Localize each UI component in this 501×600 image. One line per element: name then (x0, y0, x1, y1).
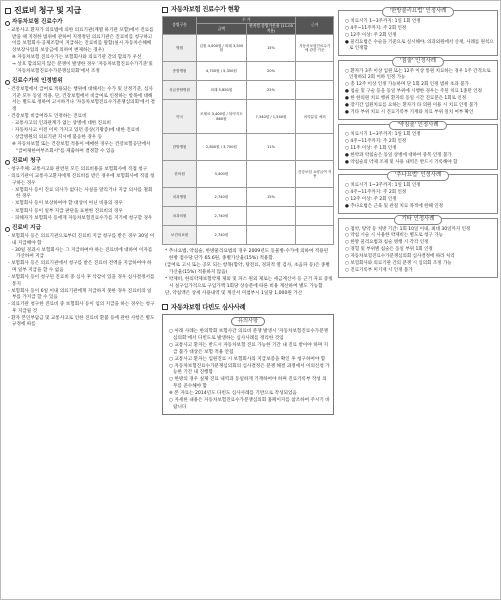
right-column (338, 10, 498, 282)
list-item: · 교통사고의 인과관계가 없는 상병에 대한 진료비 (12, 120, 111, 126)
list-item: · 보험회사 등이 일부 지급 판단을 표현한 진료비의 경우 (12, 208, 123, 214)
case-notice-label: 유의사항 (166, 317, 330, 326)
criteria-item: ○ 자동차보험진료수가분쟁심의회 심사결정에 따라 처리 (345, 254, 455, 260)
criteria-box (338, 174, 498, 214)
table-cell-amount: 4,700원 / 5,350원 (197, 62, 246, 81)
criteria-item: ● 물리요법은 수술을 기준으로 실시해야, 의과외원에서 산재, 사례를 원칙으로 인정함 (345, 39, 494, 51)
square-bullet-icon (162, 7, 168, 13)
subsection-heading-text: 진료비 지급 (12, 225, 41, 232)
th-fee: 수 가 (197, 17, 296, 24)
criteria-item: ○ 11주 이상: 주 1회 인정 (345, 146, 397, 152)
table-cell-hosp: 15% (246, 188, 296, 207)
table-cell-note (296, 207, 334, 226)
table-cell-amount: 조제료 3,400원 / 복약지도 860원 (197, 100, 246, 134)
section-title-text: 진료비 청구 및 지급 (14, 6, 81, 15)
table-cell-amount: 3,400원 (197, 161, 246, 188)
table-cell-amount: 2,740원 (197, 188, 246, 207)
criteria-item: ● 장기간 입원치료를 요하는 환자가 타 의원 이용 시 치료 인정 불가 (345, 102, 478, 108)
criteria-item: ○ 4주~11주까지: 주 2회 인정 (345, 139, 407, 145)
list-item: - 환자 본인부담금 및 교통사고로 인한 진료비 환불 등에 관한 사항은 별도 규정에 따름 (8, 315, 155, 328)
table-cell-hosp: 7,340원 / 1,540원 (246, 100, 296, 134)
criteria-item: ○ 보험회사와 의료기관 간의 분쟁 시 심의회 조정 가능 (345, 261, 452, 267)
list-item: - 의료기관 청구한 진료비 중 보험회사 등이 임의 지급을 하는 경우는 청구 후 지급될 것 (8, 302, 155, 314)
table-row (163, 188, 334, 207)
table-cell-cat: 한방병원 (163, 134, 197, 161)
circle-bullet-icon (5, 21, 10, 26)
list-item: - 보험회사 등은 의료기관으로부터 진료비 지급 청구를 받은 경우 30일 이내 지급해야 함 (8, 234, 155, 246)
fee-rows (163, 35, 334, 245)
criteria-item: ● 추나요법은 근육 및 관절 치료 목적에 한해 인정 (345, 203, 443, 209)
table-row (163, 81, 334, 100)
table-row (163, 35, 334, 62)
criteria-box-label-text: '한방물리요법' 인정사례 (382, 7, 455, 17)
criteria-item: ○ 총 12주 이상 인정 가능하며 단 1회 2회 인정 범위 초과 불가 (345, 81, 469, 87)
list-item: · 자동차사고 이전 이미 가지고 있던 증상(기왕증)에 대한 진료비 (12, 127, 140, 133)
list-item: · 상급병원의 의료기관 지시에 불응한 경우 등 (12, 135, 103, 141)
list-item: - 보험회사 등이 청구된 진료비 중 심사 후 삭감이 있을 경우 심사결정서를 통지 (8, 275, 155, 287)
list-item: → 상호 합의되지 않은 분쟁이 발생한 경우 '자동차보험진료수가기준'및 '자동차보험진료수가분쟁심의회'에서 조정 (12, 62, 153, 74)
fee-table (162, 16, 334, 245)
table-cell-cat: 한의원 (163, 161, 197, 188)
middle-column (162, 4, 334, 415)
th-note: 근거 (296, 17, 334, 35)
notice-item: ○ 교통사고 환자는 반드시 자동차보험 진료 가능한 기간 내 진료 받아야 하며 지급 불가 대상은 보험 적용 안됨 (169, 343, 329, 355)
list-item: · 보험회사 등이 진료 의사가 없다는 사실을 알리거나 지급 의사를 철회한 경우 (12, 187, 153, 200)
table-cell-hosp (246, 207, 296, 226)
criteria-box-label-text: '침술' 인정사례 (392, 57, 444, 67)
criteria-box-label (342, 171, 494, 181)
note-item: (급여로 고시 또는 공모 되는 항목(함약, 탕전료, 경피적 열 검사, 초음파 등)은 종별가산율(15%) 적용하지 않음) (165, 263, 330, 275)
table-cell-note: 의약분업 예외 (296, 100, 334, 134)
table-cell-note (296, 226, 334, 245)
criteria-item: ○ 약침 시술 시 사용한 약제비는 별도로 청구 가능 (345, 233, 443, 239)
criteria-box (338, 215, 498, 278)
table-cell-amount: 2,740원 (197, 226, 246, 245)
list-item: ※ 자동차보험 진료수가는 보험회사와 의료기관 간의 합의가 우선 (12, 54, 142, 60)
criteria-item: ● 기타 부위 치료 시 진료기록부 기재와 치료 부위 일치 여부 확인 (345, 109, 474, 115)
left-sections (5, 19, 155, 329)
table-cell-cat: 치과의원 (163, 207, 197, 226)
list-item: - 보험회사 등은 의료기관에서 청구를 받은 진료비 전액을 지급하여야 하며 일부 지급을 할 수 없음 (8, 261, 152, 273)
criteria-item: ○ 치료시기 1~3주까지: 1일 1회 인정 (345, 182, 421, 188)
left-column (5, 4, 155, 330)
list-item: - 건강보험에서 급여로 적용되는 행위에 대해서는 수가 및 산정기준, 심사기준 모두 동일 적용. 단, 건강보험에서 비급여로 인정하는 항목에 대해서는 별도로 정하여 고시하거나 '자동차보험진료수가분쟁심의회'에서 결정 (8, 87, 155, 112)
table-cell-note (296, 188, 334, 207)
criteria-box-label (342, 57, 494, 67)
subsection-heading (5, 158, 155, 166)
table-cell-note (296, 81, 334, 100)
table-row (163, 161, 334, 188)
list-item: · 보험회사 등이 보상하여야 할 대상이 아닌 비용의 경우 (12, 201, 123, 207)
criteria-box (338, 10, 498, 56)
table-cell-cat: 보건의료원 (163, 226, 197, 245)
criteria-item: ○ 12주 이상: 주 2회 인정 (345, 32, 397, 38)
criteria-box-label-text: 기타 인정사례 (394, 215, 443, 225)
subsection-heading (5, 225, 155, 233)
table-cell-amount: 2,800원 / 3,700원 (197, 134, 246, 161)
table-cell-hosp: 15% (246, 35, 296, 62)
criteria-item: ○ 12주 이상: 주 2회 인정 (345, 196, 397, 202)
table-cell-amount: 2,740원 (197, 207, 246, 226)
subsection-heading (5, 19, 155, 27)
note-item: * 약제비, 한의약제보험약제 제외 및 파스 원외 제로는 세금계산서 등 근거 자료 증빙시 실구입가격으로 구입가액 1회당 상승분에 따른 비용 계산하여 별도 가능함 (165, 277, 333, 289)
criteria-box (338, 121, 498, 171)
table-cell-cat: 상급종합병원 (163, 81, 197, 100)
table-cell-hosp (246, 226, 296, 245)
table-row (163, 62, 334, 81)
table-title-text: 자동차보험 진료수가 현황 (171, 5, 240, 13)
subsection-heading (5, 78, 155, 86)
table-cell-hosp (246, 161, 296, 188)
table-cell-hosp: 25% (246, 81, 296, 100)
subsection-heading-text: 진료수가의 인정범위 (12, 78, 63, 85)
criteria-box-label-text: '추나요법' 인정사례 (387, 171, 449, 181)
list-item: - 보험회사 등이 6일 이내 의료기관에게 지급하지 못한 경우 진료비의 일부를 가지급 할 수 있음 (8, 288, 152, 301)
criteria-box (338, 57, 498, 120)
case-title-text: 자동차보험 다빈도 심사사례 (171, 302, 246, 311)
table-title (162, 5, 334, 14)
list-item: - 청구주체: 교통사고와 관련된 모든 의료비용을 보험회사에 직접 청구 (8, 167, 148, 173)
criteria-item: ● 침술 및 구술 등을 동일 부위에 시행한 경우는 주된 치료 1종만 인정 (345, 88, 482, 94)
circle-bullet-icon (5, 80, 10, 85)
list-item: - 건강보험 비급여라도 인정하는 진료비 (8, 113, 87, 119)
note-item: * 추나요법, 약침술, 한방물리요법의 경우 2009년도 동물병·수가에 의하여 적용된 한방 점수당 단가 65.6원, 종별가산율(15%) 적용함. (165, 249, 329, 261)
table-cell-note (296, 134, 334, 161)
list-item: · 30일 경과시 보험회사는 그 지급하여야 하는 진료비에 대하여 이자를 가산하여 지급 (12, 247, 153, 260)
criteria-item: ● 한약과 약침술은 동일 상병에 대하여 중복 인정 불가 (345, 153, 452, 159)
criteria-item: ○ 환자가 3주 이상 입원 또는 12주 이상 통원 치료하는 경우 1주 간격으로 인정하되 2회 이하 인정 가능 (345, 68, 491, 80)
circle-bullet-icon (5, 227, 10, 232)
table-cell-amount: 입원 4,000원 / 외래 3,500원 (197, 35, 246, 62)
list-item: - 의료기관이 교통사고환자에게 진료비를 받은 경우에 보험회사에 직접 청구하는 경우 (8, 174, 155, 186)
table-cell-cat: 약국 (163, 100, 197, 134)
notice-item: ○ 교통사고 환자는 입원진료 시 보험회사의 지급보증을 확인 후 청구하여야 함 (169, 356, 326, 362)
case-notice-box (162, 314, 334, 415)
criteria-item: ○ 치료시기 1~3주까지: 1일 1회 인정 (345, 18, 421, 24)
table-cell-hosp: 20% (246, 62, 296, 81)
criteria-item: ● 약침술의 약제 조제 및 사용 내역은 반드시 기록해야 함 (345, 160, 458, 166)
criteria-item: ○ 경혈 및 부위별 침술은 동일 부위 1회 인정 (345, 247, 433, 253)
notice-item: ○ 한방의 경우 실제 진료 내역과 동일하게 기재하여야 하며 진료기록부 작성 의무를 준수해야 함 (169, 377, 327, 389)
criteria-box-label (342, 7, 494, 17)
table-notes (162, 249, 334, 298)
list-item: · 피해자가 보험회사 등에게 자동차보험진료수가를 지기에 청구할 경우 (12, 215, 153, 221)
table-cell-note: 건강보험 요양급여 적용 (296, 161, 334, 188)
criteria-item: ○ 첩약, 탕약 등 처방 기간: 1회 10일 이내, 최대 30일까지 인정 (345, 226, 471, 232)
list-item: - 교통사고 환자가 의료법에 의한 의료기관(계열 하기관 포함)에서 진료를 받을 때 지정한 범위에 관하여 지정정된 의료기관은 진료비를 청구하고 이를 보험회사·공제조합이 지급하는 진료비를 말함(실시 자동차손해배상보장사업의 보상금에 의하여 변제하는 경우) (8, 28, 154, 53)
circle-bullet-icon (5, 160, 10, 165)
table-row (163, 226, 334, 245)
case-notice-items (166, 329, 330, 411)
square-bullet-icon (5, 8, 11, 14)
subsection-heading-text: 자동차보험 진료수가 (12, 19, 63, 26)
criteria-item: ● 한 한의원 치료 행위 환자의 동일 시간 진료분은 1회로 인정 (345, 95, 467, 101)
th-hospital: 현지정 종별가산율 (11.05 적용) (246, 23, 296, 34)
table-cell-note (296, 62, 334, 81)
notice-item: ※ 본 자료는 2014년도 다빈도 심사사례를 기반으로 작성되었음 (169, 390, 297, 396)
criteria-box-label (342, 121, 494, 131)
criteria-item: ○ 4주~11주까지: 주 2회 인정 (345, 189, 407, 195)
table-row (163, 100, 334, 134)
case-title (162, 303, 334, 312)
table-cell-note: 자동차보험진료수가에 관한 기준 (296, 35, 334, 62)
th-amount: 금액 (197, 23, 246, 34)
criteria-box-label-text: '약침술' 인정사례 (389, 121, 446, 131)
table-row (163, 207, 334, 226)
section-title (5, 5, 155, 16)
list-item: ※ 자동차보험 또는 건강보험 적용이 애매한 경우는 건강보험공단에서 "급여제한여부조회서"를 제출하여 결정할 수 있음 (12, 142, 151, 154)
criteria-item: ○ 4주~11주까지: 주 2회 인정 (345, 25, 407, 31)
notice-item: ○ 자동차보험진료수가분쟁심의회의 심사결정은 분쟁 해결 과정에서 이의신청 가능한 기간 내 진행함 (169, 363, 330, 376)
notice-item: ○ 아래 사례는 한의학회 보험사간 의료비 분쟁 발생시 '자동차보험진료수가분쟁심의회'에서 다빈도로 발생하는 심사사례를 정리한 것임 (169, 329, 328, 341)
criteria-item: ○ 진료기록부 미기재 시 인정 불가 (345, 268, 413, 274)
table-cell-cat: 병원 (163, 35, 197, 62)
table-cell-cat: 치과병원 (163, 188, 197, 207)
criteria-item: ○ 한방 물리요법과 침술 병행 시 각각 인정 (345, 240, 429, 246)
notice-item: ○ 자세한 내용은 자동차보험진료수가분쟁심의회 홈페이지를 참조하여 주시기 바랍니다 (169, 398, 330, 410)
table-cell-amount: 외래 5,850원 (197, 81, 246, 100)
th-category: 종별구분 (163, 17, 197, 35)
square-bullet-icon (162, 304, 168, 310)
criteria-item: ○ 치료시기 1~3주까지: 1일 1회 인정 (345, 132, 421, 138)
table-cell-cat: 종합병원 (163, 62, 197, 81)
table-cell-hosp: 11% (246, 134, 296, 161)
table-row (163, 134, 334, 161)
criteria-box-label (342, 215, 494, 225)
note-item: 단, 약침액은 상세 사용내역 및 계산서 미첨부시 1일당 1,000원 가산 (165, 291, 303, 297)
subsection-heading-text: 진료비 청구 (12, 158, 41, 165)
